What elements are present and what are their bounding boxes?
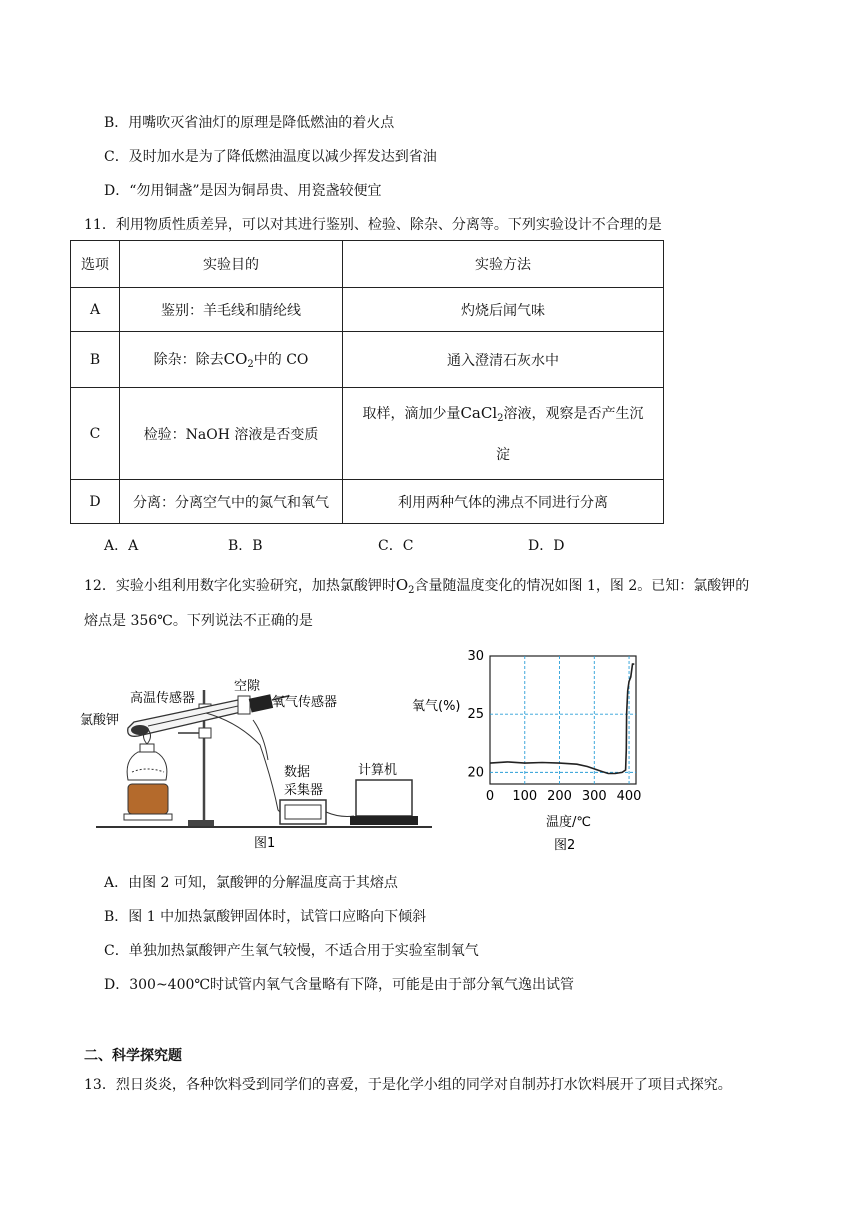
method-line bbox=[349, 395, 657, 437]
purpose-cell: 检验：NaOH 溶液是否变质 bbox=[120, 388, 343, 480]
wire bbox=[206, 713, 280, 812]
label-kclo3: 氯酸钾 bbox=[80, 713, 120, 728]
chart-ticks bbox=[467, 649, 641, 804]
label-gap: 空隙 bbox=[234, 679, 261, 694]
x-tick-label: 100 bbox=[512, 789, 538, 804]
section-title: 二、科学探究题 bbox=[84, 1048, 182, 1064]
q11-stem: 11．利用物质性质差异，可以对其进行鉴别、检验、除杂、分离等。下列实验设计不合理的是 bbox=[84, 217, 662, 233]
purpose-cell: 分离：分离空气中的氮气和氧气 bbox=[120, 480, 343, 524]
label-high-temp-sensor: 高温传感器 bbox=[130, 691, 196, 706]
lamp-block bbox=[128, 784, 168, 814]
collector-screen bbox=[285, 805, 321, 819]
purpose-text: 中的 CO bbox=[253, 352, 309, 368]
table-header-cell: 选项 bbox=[71, 241, 120, 288]
label-oxygen-sensor: 氧气传感器 bbox=[272, 695, 338, 710]
clamp bbox=[199, 728, 211, 738]
chart-grid bbox=[490, 656, 636, 784]
label-collector-2: 采集器 bbox=[284, 783, 324, 798]
q11-table bbox=[70, 240, 664, 524]
x-tick-label: 0 bbox=[485, 789, 495, 804]
q12-option-c: C．单独加热氯酸钾产生氧气较慢，不适合用于实验室制氧气 bbox=[104, 943, 479, 959]
label-collector-1: 数据 bbox=[284, 765, 311, 780]
oxygen-series-line bbox=[490, 664, 634, 773]
purpose-cell: 鉴别：羊毛线和腈纶线 bbox=[120, 288, 343, 332]
method-text: 取样，滴加少量 bbox=[362, 405, 461, 422]
q12-option-d: D．300~400℃时试管内氧气含量略有下降，可能是由于部分氧气逸出试管 bbox=[104, 977, 575, 993]
stem-text: 含量随温度变化的情况如图 1，图 2。已知：氯酸钾的 bbox=[414, 578, 750, 594]
oxygen-sensor bbox=[249, 694, 273, 712]
x-tick-label: 400 bbox=[616, 789, 642, 804]
chart-frame bbox=[490, 656, 636, 784]
stopper bbox=[238, 696, 250, 714]
fig2-caption: 图2 bbox=[554, 838, 576, 853]
fig1-caption: 图1 bbox=[254, 836, 276, 851]
y-tick-label: 20 bbox=[467, 765, 484, 781]
subscript: 2 bbox=[497, 412, 504, 424]
table-row bbox=[71, 288, 664, 332]
lamp-neck bbox=[140, 744, 154, 752]
chart-xlabel: 温度/℃ bbox=[546, 815, 591, 830]
option-cell: A bbox=[71, 288, 120, 332]
apparatus-figure bbox=[80, 660, 438, 860]
table-row bbox=[71, 332, 664, 388]
q10-option-b: B．用嘴吹灭省油灯的原理是降低燃油的着火点 bbox=[104, 115, 395, 131]
method-cell: 灼烧后闻气味 bbox=[343, 288, 664, 332]
q12-option-b: B．图 1 中加热氯酸钾固体时，试管口应略向下倾斜 bbox=[104, 909, 427, 925]
q11-choice-d: D．D bbox=[528, 538, 565, 554]
label-computer: 计算机 bbox=[358, 763, 398, 778]
subscript: 2 bbox=[408, 585, 415, 596]
q11-choice-a: A．A bbox=[104, 538, 139, 554]
q12-stem bbox=[84, 575, 749, 596]
q10-option-c: C．及时加水是为了降低燃油温度以减少挥发达到省油 bbox=[104, 149, 437, 165]
method-text: 溶液，观察是否产生沉 bbox=[503, 405, 644, 422]
q12-option-a: A．由图 2 可知，氯酸钾的分解温度高于其熔点 bbox=[104, 875, 398, 891]
table-row bbox=[71, 388, 664, 480]
chart-ylabel: 氧气(%) bbox=[412, 699, 461, 714]
table-row bbox=[71, 480, 664, 524]
q13-stem: 13．烈日炎炎，各种饮料受到同学们的喜爱，于是化学小组的同学对自制苏打水饮料展开了项目式探究。 bbox=[84, 1077, 732, 1093]
method-cell: 通入澄清石灰水中 bbox=[343, 332, 664, 388]
purpose-cell bbox=[120, 332, 343, 388]
table-header-cell: 实验目的 bbox=[120, 241, 343, 288]
alcohol-lamp bbox=[127, 752, 167, 780]
method-line: 淀 bbox=[496, 446, 510, 463]
q11-choice-c: C．C bbox=[378, 538, 414, 554]
method-cell bbox=[343, 388, 664, 480]
block-base bbox=[124, 814, 172, 820]
chem-formula: CaCl bbox=[460, 403, 498, 422]
stand-base bbox=[188, 820, 214, 826]
purpose-text: 除杂：除去 bbox=[153, 352, 224, 368]
stem-text: 12．实验小组利用数字化实验研究，加热氯酸钾时 bbox=[84, 578, 396, 594]
sample bbox=[131, 725, 149, 735]
oxygen-chart bbox=[404, 644, 654, 856]
cable bbox=[326, 812, 354, 817]
q12-stem-line2: 熔点是 356℃。下列说法不正确的是 bbox=[84, 613, 313, 629]
q10-option-d: D．“勿用铜盏”是因为铜昂贵、用瓷盏较便宜 bbox=[104, 183, 382, 199]
chem-formula: O bbox=[395, 576, 409, 594]
y-tick-label: 30 bbox=[467, 649, 484, 664]
option-cell: C bbox=[71, 388, 120, 480]
subscript: 2 bbox=[247, 359, 254, 370]
table-header-row bbox=[71, 241, 664, 288]
option-cell: D bbox=[71, 480, 120, 524]
q11-choice-b: B．B bbox=[228, 538, 263, 554]
y-tick-label: 25 bbox=[467, 707, 484, 723]
method-cell: 利用两种气体的沸点不同进行分离 bbox=[343, 480, 664, 524]
x-tick-label: 300 bbox=[581, 789, 607, 804]
table-header-cell: 实验方法 bbox=[343, 241, 664, 288]
x-tick-label: 200 bbox=[547, 789, 572, 804]
option-cell: B bbox=[71, 332, 120, 388]
chem-formula: CO bbox=[223, 350, 248, 368]
